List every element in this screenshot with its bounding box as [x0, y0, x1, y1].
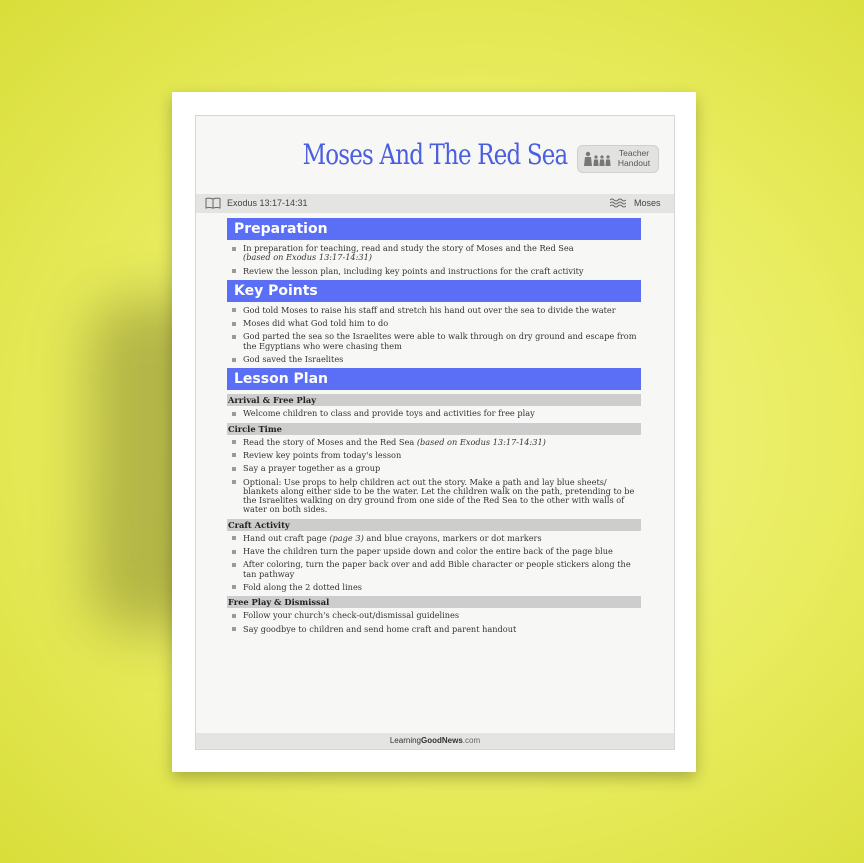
preparation-list: [227, 244, 641, 276]
list-item-text: and blue crayons, markers or dot markers: [363, 532, 542, 543]
family-icon: [583, 151, 611, 167]
list-item-text: Hand out craft page: [243, 532, 330, 543]
list-item: Welcome children to class and provide toys and activities for free play: [227, 409, 641, 418]
subheading-circle-time: Circle Time: [227, 423, 641, 435]
brand-learning: Learning: [389, 736, 421, 745]
list-item: Have the children turn the paper upside down and color the entire back of the page blue: [227, 547, 641, 556]
brand-domain: .com: [462, 736, 481, 745]
list-item: Review key points from today's lesson: [227, 451, 641, 460]
list-item: Moses did what God told him to do: [227, 319, 641, 328]
list-item: Review the lesson plan, including key points and instructions for the craft activity: [227, 267, 641, 276]
scripture-note: (based on Exodus 13:17-14:31): [416, 436, 546, 447]
list-item: Say a prayer together as a group: [227, 464, 641, 473]
scripture-note: (based on Exodus 13:17-14:31): [243, 252, 373, 263]
page-title: Moses And The Red Sea: [302, 138, 568, 171]
scripture-reference: Exodus 13:17-14:31: [227, 198, 308, 208]
open-book-icon: [205, 197, 221, 209]
waves-icon: [610, 198, 626, 208]
subheading-dismissal: Free Play & Dismissal: [227, 596, 641, 608]
story-topic: Moses: [634, 198, 661, 208]
handout-content: [227, 218, 641, 638]
list-item: God saved the Israelites: [227, 355, 641, 364]
list-item: God parted the sea so the Israelites were able to walk through on dry ground and escape from the Egyptians who were chasing them: [227, 332, 641, 351]
dismissal-list: [227, 611, 641, 634]
subheading-craft-activity: Craft Activity: [227, 519, 641, 531]
arrival-list: [227, 409, 641, 418]
footer-brand: [196, 733, 674, 749]
list-item: Follow your church's check-out/dismissal guidelines: [227, 611, 641, 620]
reference-bar: [196, 194, 674, 213]
section-heading-preparation: Preparation: [227, 218, 641, 240]
list-item-text: Read the story of Moses and the Red Sea: [243, 436, 417, 447]
list-item-text: In preparation for teaching, read and study the story of Moses and the Red Sea: [243, 243, 574, 253]
list-item: After coloring, turn the paper back over and add Bible character or people stickers along the tan pathway: [227, 560, 641, 579]
badge-line-1: Teacher: [618, 148, 650, 158]
list-item: Optional: Use props to help children act out the story. Make a path and lay blue sheets/ blankets along either side to be the water. Let the children walk on the path, pretending to be the Israelites walking on dry ground from one side of the Red Sea to the other with walls of water on both sides.: [227, 478, 641, 515]
key-points-list: [227, 306, 641, 364]
section-heading-key-points: Key Points: [227, 280, 641, 302]
list-item: [227, 244, 641, 263]
handout-page: [172, 92, 696, 772]
list-item: Say goodbye to children and send home craft and parent handout: [227, 625, 641, 634]
brand-goodnews: GoodNews: [421, 736, 463, 745]
badge-line-2: Handout: [617, 158, 651, 168]
subheading-arrival: Arrival & Free Play: [227, 394, 641, 406]
list-item: God told Moses to raise his staff and stretch his hand out over the sea to divide the water: [227, 306, 641, 315]
list-item: [227, 438, 641, 447]
list-item: Fold along the 2 dotted lines: [227, 583, 641, 592]
page-inner-frame: [195, 115, 675, 750]
craft-list: [227, 534, 641, 592]
section-heading-lesson-plan: Lesson Plan: [227, 368, 641, 390]
teacher-handout-badge: [577, 145, 659, 173]
list-item: [227, 534, 641, 543]
page-note: (page 3): [329, 532, 364, 543]
circle-time-list: [227, 438, 641, 515]
